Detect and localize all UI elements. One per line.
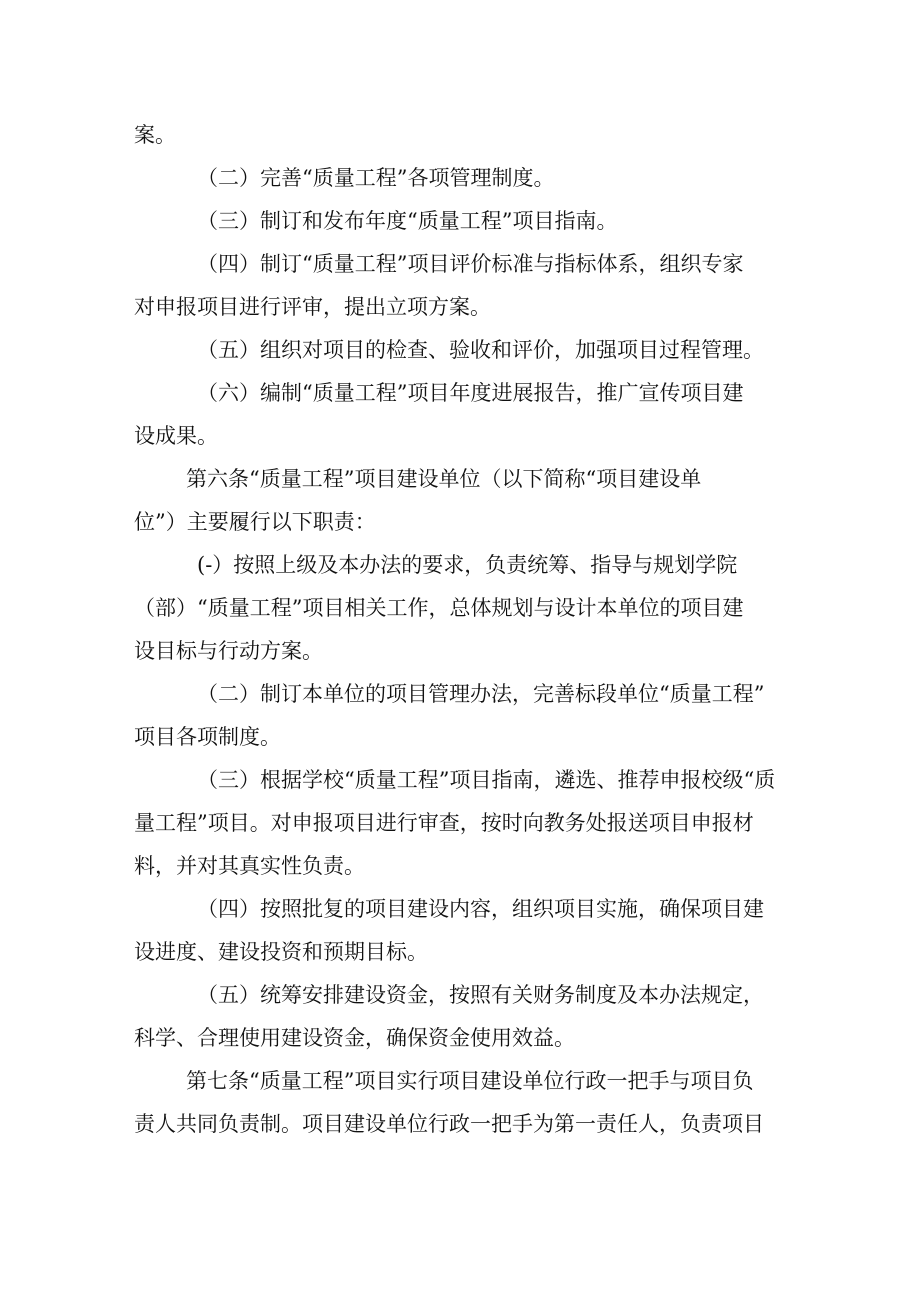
text-line: （三）根据学校“质量工程”项目指南，遴选、推荐申报校级“质 (197, 768, 776, 792)
text-line: （二）完善“质量工程”各项管理制度。 (197, 166, 555, 190)
text-line: 设目标与行动方案。 (134, 639, 323, 663)
text-line: 科学、合理使用建设资金，确保资金使用效益。 (134, 1026, 575, 1050)
text-line: (-）按照上级及本办法的要求，负责统筹、指导与规划学院 (197, 553, 738, 577)
text-line: 设进度、建设投资和预期目标。 (134, 940, 428, 964)
text-line: 案。 (134, 123, 176, 147)
text-line: 对申报项目进行评审，提出立项方案。 (134, 295, 491, 319)
text-line: 料，并对其真实性负责。 (134, 854, 365, 878)
text-line: （四）制订“质量工程”项目评价标准与指标体系，组织专家 (197, 252, 744, 276)
text-line: （五）组织对项目的检查、验收和评价，加强项目过程管理。 (197, 338, 764, 362)
text-line: 第六条“质量工程”项目建设单位（以下简称“项目建设单 (186, 467, 702, 491)
text-line: （部）“质量工程”项目相关工作，总体规划与设计本单位的项目建 (134, 596, 744, 620)
text-line: （二）制订本单位的项目管理办法，完善标段单位“质量工程” (197, 682, 765, 706)
text-line: （五）统筹安排建设资金，按照有关财务制度及本办法规定， (197, 983, 764, 1007)
text-line: 第七条“质量工程”项目实行项目建设单位行政一把手与项目负 (186, 1069, 754, 1093)
document-body (134, 114, 790, 1146)
text-line: 项目各项制度。 (134, 725, 281, 749)
text-line: （六）编制“质量工程”项目年度进展报告，推广宣传项目建 (197, 381, 744, 405)
text-line: 位”）主要履行以下职责： (134, 510, 376, 534)
text-line: （三）制订和发布年度“质量工程”项目指南。 (197, 209, 618, 233)
text-line: （四）按照批复的项目建设内容，组织项目实施，确保项目建 (197, 897, 764, 921)
text-line: 设成果。 (134, 424, 218, 448)
text-line: 量工程”项目。对申报项目进行审查，按时向教务处报送项目申报材 (134, 811, 754, 835)
text-line: 责人共同负责制。项目建设单位行政一把手为第一责任人，负责项目 (134, 1112, 764, 1136)
